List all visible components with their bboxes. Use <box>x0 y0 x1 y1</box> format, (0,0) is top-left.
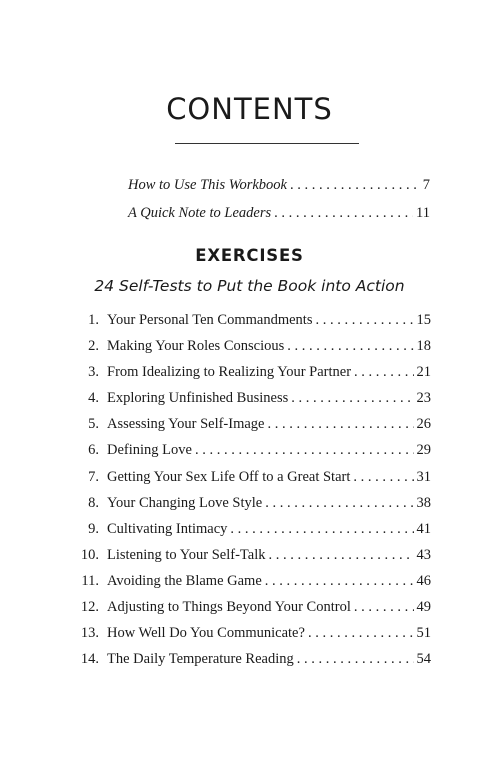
entry-label: How Well Do You Communicate? <box>107 625 305 642</box>
entry-page-number: 7 <box>422 177 430 193</box>
exercise-entry[interactable] <box>73 520 431 546</box>
entry-number: 14. <box>80 651 99 668</box>
entry-number: 2. <box>88 338 99 355</box>
dot-leader <box>315 311 413 329</box>
entry-page-number: 15 <box>416 312 431 328</box>
exercise-entry[interactable] <box>73 389 431 415</box>
entry-page-number: 41 <box>416 520 431 537</box>
dot-leader <box>267 415 413 433</box>
exercise-entry[interactable] <box>73 337 431 363</box>
exercise-entry[interactable] <box>73 468 431 494</box>
entry-number: 6. <box>88 442 99 459</box>
entry-label: Making Your Roles Conscious <box>107 338 285 355</box>
entry-number: 9. <box>88 520 99 537</box>
entry-page-number: 51 <box>416 625 431 642</box>
entry-number: 5. <box>88 416 99 433</box>
entry-number: 1. <box>88 312 99 328</box>
entry-page-number: 43 <box>416 546 431 563</box>
entry-label: Defining Love <box>107 442 192 459</box>
entry-page-number: 31 <box>416 468 431 485</box>
dot-leader <box>308 624 414 642</box>
entry-number: 4. <box>88 390 99 407</box>
entry-number: 8. <box>88 494 99 511</box>
title-divider <box>175 143 359 144</box>
entry-label: Your Personal Ten Commandments <box>107 312 313 328</box>
exercise-entry[interactable] <box>73 441 431 467</box>
entry-page-number: 18 <box>416 338 431 355</box>
exercise-entry[interactable] <box>73 415 431 441</box>
front-matter-entry[interactable] <box>128 204 430 222</box>
entry-page-number: 11 <box>416 205 430 221</box>
dot-leader <box>195 441 414 459</box>
entry-number: 13. <box>80 625 99 642</box>
entry-label: Avoiding the Blame Game <box>107 572 262 589</box>
entry-label: A Quick Note to Leaders <box>128 205 272 221</box>
entry-page-number: 21 <box>416 364 431 381</box>
entry-label: Exploring Unfinished Business <box>107 390 289 407</box>
entry-label: From Idealizing to Realizing Your Partner <box>107 364 352 381</box>
exercise-entry[interactable] <box>73 598 431 624</box>
entry-page-number: 46 <box>416 572 431 589</box>
exercise-entry[interactable] <box>73 363 431 389</box>
entry-page-number: 29 <box>416 442 431 459</box>
entry-label: Your Changing Love Style <box>107 494 263 511</box>
dot-leader <box>354 363 413 381</box>
dot-leader <box>353 468 413 486</box>
dot-leader <box>265 494 413 512</box>
entry-page-number: 54 <box>416 651 431 668</box>
entry-label: Assessing Your Self-Image <box>107 416 265 433</box>
entry-label: The Daily Temperature Reading <box>107 651 294 668</box>
entry-page-number: 23 <box>416 390 431 407</box>
front-matter-entry[interactable] <box>128 176 430 194</box>
dot-leader <box>268 546 413 564</box>
exercise-entry[interactable] <box>73 650 431 676</box>
entry-page-number: 26 <box>416 416 431 433</box>
entry-page-number: 38 <box>416 494 431 511</box>
page-title: CONTENTS <box>166 92 333 126</box>
exercises-heading: EXERCISES <box>195 246 304 265</box>
entry-page-number: 49 <box>416 599 431 616</box>
exercise-entry[interactable] <box>73 311 431 337</box>
exercises-subheading: 24 Self-Tests to Put the Book into Action <box>94 277 405 295</box>
dot-leader <box>297 650 414 668</box>
exercise-entry[interactable] <box>73 546 431 572</box>
exercise-entry[interactable] <box>73 624 431 650</box>
entry-number: 10. <box>80 546 99 563</box>
entry-label: How to Use This Workbook <box>128 177 287 193</box>
entry-label: Adjusting to Things Beyond Your Control <box>107 599 351 616</box>
dot-leader <box>265 572 414 590</box>
entry-label: Getting Your Sex Life Off to a Great Start <box>107 468 351 485</box>
dot-leader <box>230 520 413 538</box>
dot-leader <box>287 337 413 355</box>
entry-number: 12. <box>80 599 99 616</box>
entry-number: 3. <box>88 364 99 381</box>
entry-number: 7. <box>88 468 99 485</box>
exercise-entry[interactable] <box>73 572 431 598</box>
dot-leader <box>291 389 413 407</box>
dot-leader <box>274 204 413 222</box>
entry-number: 11. <box>81 572 99 589</box>
exercise-entry[interactable] <box>73 494 431 520</box>
dot-leader <box>290 176 420 194</box>
exercise-list <box>73 311 431 676</box>
entry-label: Cultivating Intimacy <box>107 520 228 537</box>
entry-label: Listening to Your Self-Talk <box>107 546 266 563</box>
dot-leader <box>354 598 414 616</box>
